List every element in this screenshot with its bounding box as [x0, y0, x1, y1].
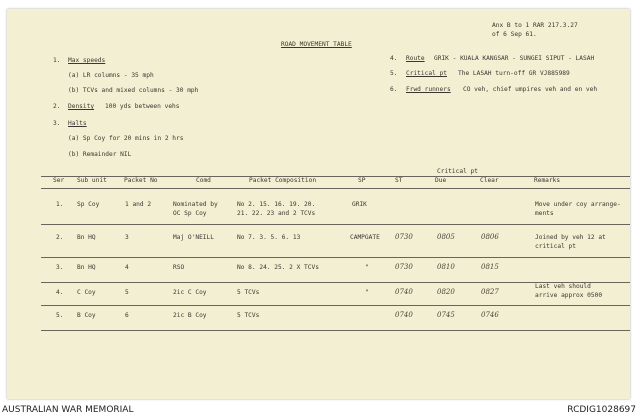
- item-2-text: 100 yds between vehs: [105, 103, 180, 110]
- row-2-due: 0805: [437, 233, 455, 241]
- row-5-due: 0745: [437, 311, 455, 319]
- header-sub-unit: Sub unit: [77, 177, 107, 184]
- item-4-number: 4.: [390, 55, 398, 62]
- table-header-rule: [41, 188, 630, 189]
- row-4-clear: 0827: [481, 288, 499, 296]
- row-5-comd: 2ic B Coy: [173, 312, 207, 319]
- header-remarks: Remarks: [534, 177, 561, 184]
- row-2-comd: Maj O'NEILL: [173, 234, 214, 241]
- row-3-sp-ditto: ": [365, 264, 369, 271]
- row-2-packet-no: 3: [125, 234, 129, 241]
- reference-line-2: of 6 Sep 61.: [492, 31, 537, 38]
- item-1-a: (a) LR columns - 35 mph: [68, 72, 154, 79]
- row-2-rule: [41, 257, 630, 258]
- row-4-comd: 2ic C Coy: [173, 289, 207, 296]
- row-3-clear: 0815: [481, 263, 499, 271]
- item-5-heading: Critical pt: [406, 70, 447, 77]
- row-5-sub-unit: B Coy: [77, 312, 96, 319]
- row-2-remarks-line-1: Joined by veh 12 at: [535, 234, 606, 241]
- row-5-st: 0740: [395, 311, 413, 319]
- item-2-number: 2.: [53, 103, 61, 110]
- row-2-st: 0730: [395, 233, 413, 241]
- document-page: [7, 9, 630, 399]
- item-5-number: 5.: [390, 70, 398, 77]
- document-title: ROAD MOVEMENT TABLE: [281, 41, 352, 48]
- row-4-rule: [41, 305, 630, 306]
- row-4-ser: 4.: [56, 289, 64, 296]
- header-st: ST: [395, 177, 403, 184]
- row-1-comd-line-2: OC Sp Coy: [173, 210, 207, 217]
- row-1-packet-no: 1 and 2: [125, 201, 152, 208]
- header-packet-composition: Packet Composition: [249, 177, 317, 184]
- row-2-sp: CAMPGATE: [350, 234, 380, 241]
- row-4-sp-ditto: ": [365, 289, 369, 296]
- header-ser: Ser: [53, 177, 65, 184]
- row-3-st: 0730: [395, 263, 413, 271]
- row-1-composition-line-2: 21. 22. 23 and 2 TCVs: [237, 210, 316, 217]
- item-6-text: CO veh, chief umpires veh and en veh: [463, 86, 598, 93]
- header-critical-pt: Critical pt: [437, 168, 478, 175]
- header-sp: SP: [358, 177, 366, 184]
- row-2-sub-unit: Bn HQ: [77, 234, 96, 241]
- row-1-rule: [41, 224, 630, 225]
- item-1-heading: Max speeds: [68, 57, 106, 64]
- item-4-heading: Route: [406, 55, 425, 62]
- row-1-remarks-line-2: ments: [535, 210, 554, 217]
- row-5-clear: 0746: [481, 311, 499, 319]
- row-5-rule: [41, 330, 630, 331]
- row-5-ser: 5.: [56, 312, 64, 319]
- row-3-sub-unit: Bn HQ: [77, 264, 96, 271]
- row-2-composition: No 7. 3. 5. 6. 13: [237, 234, 301, 241]
- item-6-number: 6.: [390, 86, 398, 93]
- row-4-remarks-line-2: arrive approx 0500: [535, 292, 603, 299]
- item-3-a: (a) Sp Coy for 20 mins in 2 hrs: [68, 135, 184, 142]
- footer-credit: AUSTRALIAN WAR MEMORIAL: [2, 405, 134, 415]
- item-3-b: (b) Remainder NIL: [68, 151, 132, 158]
- item-4-text: GRIK - KUALA KANGSAR - SUNGEI SIPUT - LASAH: [434, 55, 595, 62]
- row-1-comd-line-1: Nominated by: [173, 201, 218, 208]
- row-3-packet-no: 4: [125, 264, 129, 271]
- row-4-remarks-line-1: Last veh should: [535, 283, 591, 290]
- row-1-sub-unit: Sp Coy: [77, 201, 100, 208]
- row-1-sp: GRIK: [352, 201, 367, 208]
- item-1-b: (b) TCVs and mixed columns - 30 mph: [68, 87, 199, 94]
- header-packet-no: Packet No: [124, 177, 158, 184]
- row-4-composition: 5 TCVs: [237, 289, 260, 296]
- item-5-text: The LASAH turn-off GR VJ885989: [458, 70, 570, 77]
- row-1-ser: 1.: [56, 201, 64, 208]
- row-1-composition-line-1: No 2. 15. 16. 19. 20.: [237, 201, 316, 208]
- row-5-packet-no: 6: [125, 312, 129, 319]
- item-6-heading: Frwd runners: [406, 86, 451, 93]
- header-clear: Clear: [480, 177, 499, 184]
- row-2-remarks-line-2: critical pt: [535, 243, 576, 250]
- row-3-due: 0810: [437, 263, 455, 271]
- row-2-clear: 0806: [481, 233, 499, 241]
- row-3-ser: 3.: [56, 264, 64, 271]
- row-4-sub-unit: C Coy: [77, 289, 96, 296]
- item-3-heading: Halts: [68, 120, 87, 127]
- item-1-number: 1.: [53, 57, 61, 64]
- header-due: Due: [435, 177, 447, 184]
- row-5-composition: 5 TCVs: [237, 312, 260, 319]
- item-2-heading: Density: [68, 103, 95, 110]
- footer-id: RCDIG1028697: [567, 405, 636, 415]
- row-2-ser: 2.: [56, 234, 64, 241]
- row-4-st: 0740: [395, 288, 413, 296]
- row-3-comd: RSO: [173, 264, 185, 271]
- row-4-packet-no: 5: [125, 289, 129, 296]
- row-4-due: 0820: [437, 288, 455, 296]
- reference-line-1: Anx B to 1 RAR 217.3.27: [492, 22, 578, 29]
- item-3-number: 3.: [53, 120, 61, 127]
- row-1-remarks-line-1: Move under coy arrange-: [535, 201, 621, 208]
- row-3-composition: No 8. 24. 25. 2 X TCVs: [237, 264, 319, 271]
- header-comd: Comd: [196, 177, 211, 184]
